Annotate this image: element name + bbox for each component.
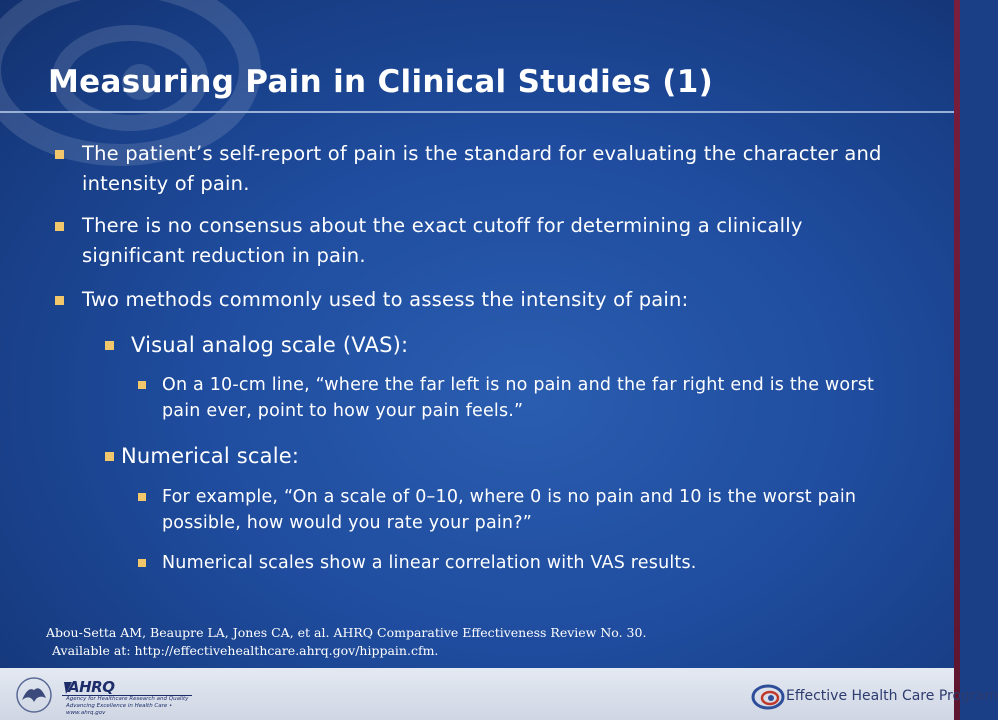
- bullet-text: Two methods commonly used to assess the intensity of pain:: [82, 288, 689, 311]
- ahrq-name: AHRQ: [68, 678, 115, 696]
- bullet-text: The patient’s self-report of pain is the standard for evaluating the character and intensity of pain.: [82, 142, 882, 195]
- detail-text: On a 10-cm line, “where the far left is no pain and the far right end is the worst pain ever, point to how your pain feels.”: [162, 375, 875, 421]
- ahrq-subtagline-line: Advancing Excellence in Health Care • www.ahrq.gov: [66, 703, 173, 716]
- detail-bullet: [162, 550, 902, 576]
- citation-line: Abou-Setta AM, Beaupre LA, Jones CA, et al. AHRQ Comparative Effectiveness Review No. 30.: [46, 625, 647, 640]
- bullet-marker-icon: [55, 296, 64, 305]
- bullet-item: [82, 139, 882, 199]
- bullet-marker-icon: [138, 559, 146, 567]
- bullet-marker-icon: [55, 150, 64, 159]
- bullet-text: There is no consensus about the exact cutoff for determining a clinically significant reduction in pain.: [82, 214, 803, 267]
- detail-text: Numerical scales show a linear correlation with VAS results.: [162, 553, 697, 573]
- hhs-eagle-logo-icon: [12, 676, 56, 714]
- sub-bullet-text: Numerical scale:: [121, 444, 300, 468]
- bullet-marker-icon: [105, 452, 114, 461]
- title-divider: [0, 111, 954, 113]
- sub-bullet-vas: [131, 330, 831, 360]
- bullet-marker-icon: [138, 493, 146, 501]
- bullet-item: [82, 285, 882, 315]
- detail-bullet: [162, 484, 902, 536]
- sub-bullet-text: Visual analog scale (VAS):: [131, 333, 409, 357]
- bullet-marker-icon: [55, 222, 64, 231]
- bullet-marker-icon: [105, 341, 114, 350]
- citation: [46, 624, 646, 660]
- bullet-marker-icon: [138, 381, 146, 389]
- effective-health-care-swirl-icon: [750, 682, 786, 712]
- effective-health-care-program-label: Effective Health Care Program: [786, 688, 998, 704]
- ahrq-tagline-line: Agency for Healthcare Research and Quality: [66, 696, 189, 702]
- citation-url: Available at: http://effectivehealthcare.ahrq.gov/hippain.cfm.: [52, 643, 439, 658]
- ahrq-tagline: [66, 696, 196, 717]
- bullet-item: [82, 211, 882, 271]
- detail-text: For example, “On a scale of 0–10, where 0 is no pain and 10 is the worst pain possible, how would you rate your pain?”: [162, 487, 857, 533]
- sub-bullet-numerical: [121, 441, 821, 471]
- right-edge-accent: [954, 0, 960, 720]
- slide-title: Measuring Pain in Clinical Studies (1): [48, 64, 714, 100]
- detail-bullet: [162, 372, 902, 424]
